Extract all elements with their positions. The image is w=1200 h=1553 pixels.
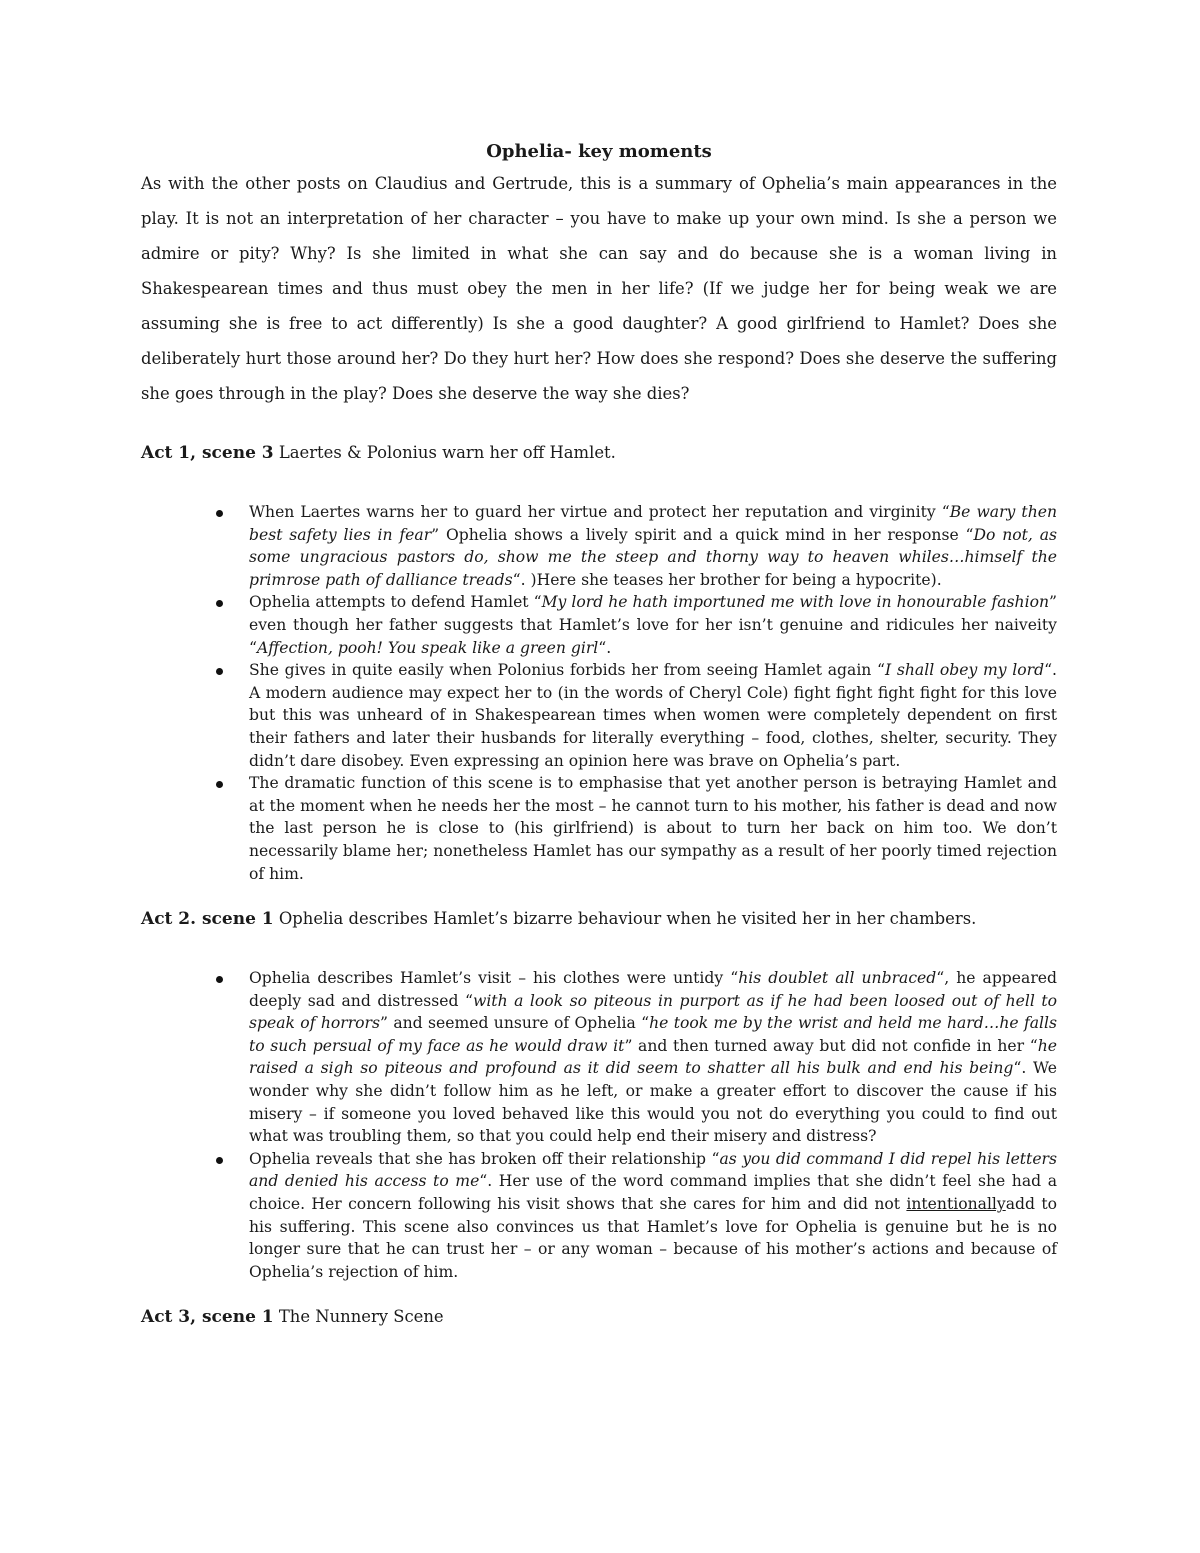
bullet-text: ” Ophelia shows a lively spirit and a quick mind in her response “	[431, 525, 974, 544]
section-heading-act1-scene3	[141, 441, 1057, 465]
list-item	[249, 659, 1057, 772]
bullet-text: When Laertes warns her to guard her virtue and protect her reputation and virginity “	[249, 503, 950, 521]
underlined-word: intentionally	[906, 1195, 1006, 1214]
list-item	[249, 591, 1057, 659]
quotation: with a look so piteous in purport as if he had been loosed out of hell to speak of horrors	[249, 991, 1057, 1033]
intro-paragraph: As with the other posts on Claudius and Gertrude, this is a summary of Ophelia’s main appearances in the play. It is not an interpretation of her character – you have to make up your own mind. Is she a person we admire or pity? Why? Is she limited in what she can say and do because she is a woman living in Shakespearean times and thus must obey the men in her life? (If we judge her for being weak we are assuming she is free to act differently) Is she a good daughter? A good girlfriend to Hamlet? Does she deliberately hurt those around her? Do they hurt her? How does she respond? Does she deserve the suffering she goes through in the play? Does she deserve the way she dies?	[141, 174, 1057, 403]
bullet-icon	[216, 600, 223, 607]
bullet-text: Ophelia reveals that she has broken off their relationship “	[249, 1149, 720, 1168]
list-item	[249, 967, 1057, 1148]
bullet-text: “. A modern audience may expect her to (in the words of Cheryl Cole) fight fight fight fight for this love but this was unheard of in Shakespearean times when women were completely dependent on first their fathers and later their husbands for literally everything – food, clothes, shelter, security. They didn’t dare disobey. Even expressing an opinion here was brave on Ophelia’s part.	[249, 661, 1057, 770]
bullet-text: Ophelia attempts to defend Hamlet “	[249, 593, 542, 612]
quotation: Affection, pooh! You speak like a green girl	[256, 638, 599, 657]
section-label: Act 2. scene 1	[141, 909, 274, 930]
quotation: his doublet all unbraced	[738, 969, 937, 988]
section-heading-act3-scene1	[141, 1305, 1057, 1329]
bullet-text: The dramatic function of this scene is to emphasise that yet another person is betraying Hamlet and at the moment when he needs her the most – he cannot turn to his mother, his father is dead and now the last person he is close to (his girlfriend) is about to turn her back on him too. We don’t necessarily blame her; nonetheless Hamlet has our sympathy as a result of her poorly timed rejection of him.	[249, 774, 1057, 883]
quotation: Do not, as some ungracious pastors do, show me the steep and thorny way to heaven whiles…himself the primrose path of dalliance treads	[249, 525, 1058, 589]
bullet-icon	[216, 1157, 223, 1164]
section-label: Act 1, scene 3	[141, 443, 274, 463]
bullet-text: “.	[598, 638, 612, 657]
list-item	[249, 772, 1057, 885]
bullet-text: ” and then turned away but did not confide in her “	[624, 1036, 1038, 1055]
section-label: Act 3, scene 1	[141, 1307, 274, 1328]
bullet-text: She gives in quite easily when Polonius forbids her from seeing Hamlet again “	[249, 661, 886, 680]
bullet-icon	[216, 510, 223, 517]
bullet-text: “. We wonder why she didn’t follow him as he left, or make a greater effort to discover the cause if his misery – if someone you loved behaved like this would you not do everything you could to find out what was troubling them, so that you could help end their misery and distress?	[249, 1059, 1057, 1146]
document-page	[141, 138, 1057, 1329]
list-item	[249, 1148, 1057, 1284]
bullet-text: add to his suffering. This scene also convinces us that Hamlet’s love for Ophelia is genuine but he is no longer sure that he can trust her – or any woman – because of his mother’s actions and because of Ophelia’s rejection of him.	[249, 1195, 1058, 1281]
bullet-icon	[216, 976, 223, 983]
quotation: as you did command I did repel his letters and denied his access to me	[249, 1149, 1058, 1191]
bullet-list-act1-scene3	[141, 501, 1057, 885]
bullet-text: “. )Here she teases her brother for being a hypocrite).	[512, 570, 942, 589]
bullet-text: “, he appeared deeply sad and distressed “	[249, 969, 1057, 1010]
quotation: he took me by the wrist and held me hard…he falls to such persual of my face as he would draw it	[249, 1014, 1057, 1055]
bullet-text: Ophelia describes Hamlet’s visit – his clothes were untidy “	[249, 969, 739, 988]
section-summary: Ophelia describes Hamlet’s bizarre behaviour when he visited her in her chambers.	[273, 909, 977, 929]
document-title: Ophelia- key moments	[486, 141, 712, 162]
quotation: My lord he hath importuned me with love in honourable fashion	[541, 593, 1050, 612]
section-summary: Laertes & Polonius warn her off Hamlet.	[273, 443, 616, 462]
bullet-text: ” and seemed unsure of Ophelia “	[380, 1014, 650, 1033]
list-item	[249, 501, 1057, 591]
quotation: Be wary then best safety lies in fear	[249, 503, 1058, 544]
quotation: he raised a sigh so piteous and profound as it did seem to shatter all his bulk and end his being	[249, 1036, 1057, 1078]
quotation: I shall obey my lord	[885, 661, 1045, 680]
bullet-text: “. Her use of the word command implies that she didn’t feel she had a choice. Her concern following his visit shows that she cares for him and did not	[249, 1172, 1057, 1214]
bullet-icon	[216, 668, 223, 675]
section-summary: The Nunnery Scene	[273, 1307, 444, 1327]
bullet-text: ” even though her father suggests that Hamlet’s love for her isn’t genuine and ridicules her naiveity “	[249, 593, 1057, 657]
bullet-list-act2-scene1	[141, 967, 1057, 1283]
section-heading-act2-scene1	[141, 907, 1057, 931]
bullet-icon	[216, 781, 223, 788]
